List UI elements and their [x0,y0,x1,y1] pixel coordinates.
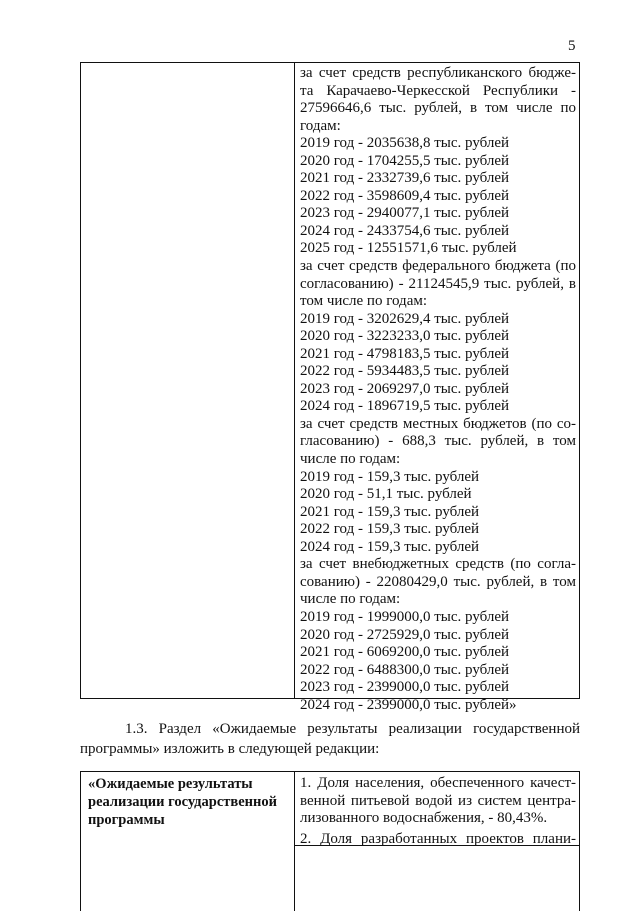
funding-line: 2021 год - 4798183,5 тыс. рублей [300,345,510,362]
paragraph-line: 1.3. Раздел «Ожидаемые результаты реализации государственной [125,721,580,737]
funding-line: согласованию) - 21124545,9 тыс. рублей, в [300,275,576,292]
funding-line: 2025 год - 12551571,6 тыс. рублей [300,240,517,257]
funding-line: 2022 год - 6488300,0 тыс. рублей [300,661,510,678]
funding-line: 2023 год - 2940077,1 тыс. рублей [300,205,510,222]
funding-sources-cell [300,65,576,714]
funding-line: 2019 год - 1999000,0 тыс. рублей [300,608,510,625]
funding-line: за счет средств федерального бюджета (по [300,258,576,275]
page-number: 5 [568,38,576,54]
funding-line: 2020 год - 51,1 тыс. рублей [300,486,472,503]
funding-line: 2022 год - 3598609,4 тыс. рублей [300,187,510,204]
funding-line: за счет средств местных бюджетов (по со- [300,415,576,432]
funding-line: 2022 год - 159,3 тыс. рублей [300,521,480,538]
funding-line: 27596646,6 тыс. рублей, в том числе по [300,100,576,117]
funding-line: 2024 год - 1896719,5 тыс. рублей [300,398,510,415]
funding-line: 2021 год - 2332739,6 тыс. рублей [300,170,510,187]
funding-line: за счет внебюджетных средств (по согла- [300,556,576,573]
funding-line: та Карачаево-Черкесской Республики - [300,82,576,99]
result-item-line: венной питьевой водой из систем центра- [300,792,576,809]
result-item-line: 1. Доля населения, обеспеченного качест- [300,775,576,791]
funding-line: 2023 год - 2399000,0 тыс. рублей [300,679,510,696]
result-item-line: лизованного водоснабжения, - 80,43%. [300,810,548,827]
result-item-line: 2. Доля разработанных проектов плани- [300,830,576,847]
paragraph-line: программы» изложить в следующей редакции: [80,741,380,757]
funding-table [80,62,580,713]
funding-line: числе по годам: [300,451,401,468]
amendment-paragraph [80,719,580,759]
funding-line: том числе по годам: [300,293,428,310]
table-column-divider [294,772,295,911]
funding-line: 2022 год - 5934483,5 тыс. рублей [300,363,510,380]
funding-line: числе по годам: [300,591,401,608]
funding-line: годам: [300,117,341,134]
funding-line: 2019 год - 2035638,8 тыс. рублей [300,135,510,152]
section-heading-cell [88,775,292,829]
funding-line: 2024 год - 2433754,6 тыс. рублей [300,222,510,239]
funding-line: 2021 год - 159,3 тыс. рублей [300,503,480,520]
section-heading-line: «Ожидаемые результаты [88,776,253,792]
funding-line: сованию) - 22080429,0 тыс. рублей, в том [300,573,576,590]
expected-results-table [80,771,580,911]
funding-line: 2019 год - 159,3 тыс. рублей [300,468,480,485]
section-heading-line: программы [88,812,165,828]
funding-line: 2019 год - 3202629,4 тыс. рублей [300,310,510,327]
funding-line: 2020 год - 3223233,0 тыс. рублей [300,328,510,345]
funding-line: за счет средств республиканского бюдже- [300,65,576,81]
results-items-cell [300,775,576,848]
funding-line: 2024 год - 159,3 тыс. рублей [300,538,480,555]
section-heading-line: реализации государственной [88,794,277,810]
funding-line: 2020 год - 1704255,5 тыс. рублей [300,152,510,169]
funding-line: гласованию) - 688,3 тыс. рублей, в том [300,433,576,450]
funding-line: 2024 год - 2399000,0 тыс. рублей» [300,696,517,713]
funding-line: 2021 год - 6069200,0 тыс. рублей [300,644,510,661]
table-column-divider [294,63,295,698]
funding-line: 2020 год - 2725929,0 тыс. рублей [300,626,510,643]
funding-line: 2023 год - 2069297,0 тыс. рублей [300,380,510,397]
